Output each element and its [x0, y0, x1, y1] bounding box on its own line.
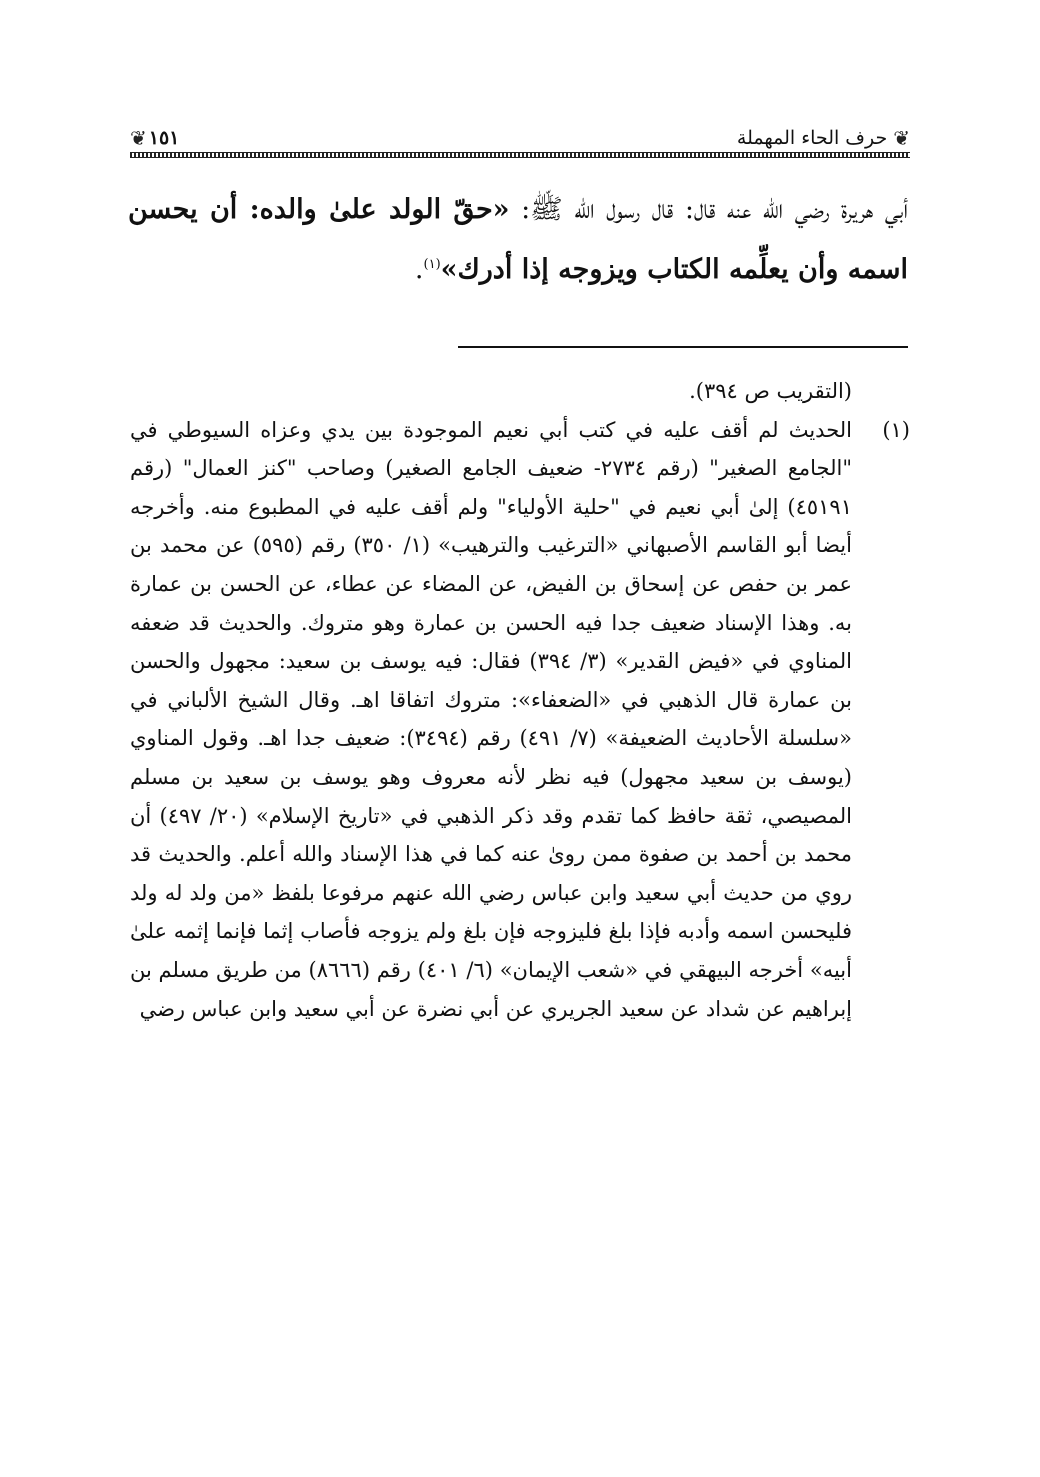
footnote-carryover: (التقريب ص ٣٩٤).	[689, 379, 852, 403]
chapter-title: حرف الحاء المهملة	[736, 127, 888, 149]
footnote-text: الحديث لم أقف عليه في كتب أبي نعيم الموجودة بين يدي وعزاه السيوطي في "الجامع الصغير" (رقم ٢٧٣٤- ضعيف الجامع الصغير) وصاحب "كنز العمال" (رقم ٤٥١٩١) إلىٰ أبي نعيم في "حلية الأولياء" ولم أقف عليه في المطبوع منه. وأخرجه أيضا أبو القاسم الأصبهاني «الترغيب والترهيب» (١/ ٣٥٠) رقم (٥٩٥) عن محمد بن عمر بن حفص عن إسحاق بن الفيض، عن المضاء عن عطاء، عن الحسن بن عمارة به. وهذا الإسناد ضعيف جدا فيه الحسن بن عمارة وهو متروك. والحديث قد ضعفه المناوي في «فيض القدير» (٣/ ٣٩٤) فقال: فيه يوسف بن سعيد: مجهول والحسن بن عمارة قال الذهبي في «الضعفاء»: متروك اتفاقا اهـ. وقال الشيخ الألباني في «سلسلة الأحاديث الضعيفة» (٧/ ٤٩١) رقم (٣٤٩٤): ضعيف جدا اهـ. وقول المناوي (يوسف بن سعيد مجهول) فيه نظر لأنه معروف وهو يوسف بن سعيد بن مسلم المصيصي، ثقة حافظ كما تقدم وقد ذكر الذهبي في «تاريخ الإسلام» (٢٠/ ٤٩٧) أن محمد بن أحمد بن صفوة ممن روىٰ عنه كما في هذا الإسناد والله أعلم. والحديث قد روي من حديث أبي سعيد وابن عباس رضي الله عنهم مرفوعا بلفظ «من ولد له ولد فليحسن اسمه وأدبه فإذا بلغ فليزوجه فإن بلغ ولم يزوجه فأصاب إثما فإنما إثمه علىٰ أبيه» أخرجه البيهقي في «شعب الإيمان» (٦/ ٤٠١) رقم (٨٦٦٦) من طريق مسلم بن إبراهيم عن شداد عن سعيد الجريري عن أبي نضرة عن أبي سعيد وابن عباس رضي	[130, 417, 853, 1021]
hadith-text: «حقّ الولد علىٰ والده: أن يحسن اسمه وأن يعلِّمه الكتاب ويزوجه إذا أدرك»	[128, 194, 908, 285]
footnotes	[130, 372, 910, 1028]
footnote-item	[130, 411, 910, 1029]
floral-ornament-icon: ❦	[130, 126, 147, 150]
footnote-separator	[458, 346, 908, 348]
main-paragraph	[128, 180, 908, 300]
main-end: .	[414, 254, 424, 285]
main-intro: أبي هريرة رضي الله عنه قال: قال رسول الله ﷺ:	[509, 194, 908, 225]
footnote-reference[interactable]: (١)	[423, 257, 441, 272]
footnote-marker: (١)	[882, 417, 910, 442]
header-decorative-rule	[130, 152, 910, 158]
header-row	[130, 112, 910, 150]
page-number-group	[130, 126, 179, 150]
main-text	[128, 180, 908, 300]
chapter-title-group	[737, 126, 910, 150]
floral-ornament-icon: ❦	[893, 126, 910, 150]
page-number: ١٥١	[148, 127, 180, 149]
running-header	[130, 112, 910, 158]
